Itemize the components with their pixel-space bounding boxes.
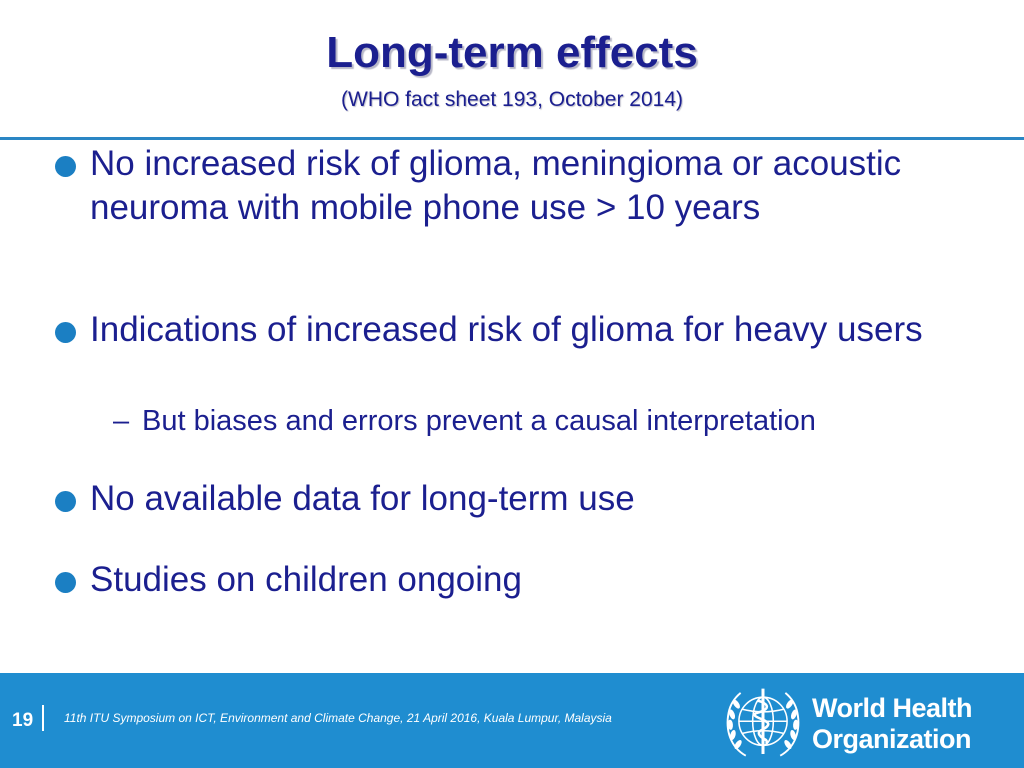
bullet-dot-icon: [55, 322, 76, 343]
bullet-dot-icon: [55, 572, 76, 593]
footer-separator: [42, 705, 44, 731]
who-emblem-icon: [720, 680, 806, 766]
slide-subtitle: (WHO fact sheet 193, October 2014): [341, 88, 683, 111]
bullet-text: No available data for long-term use: [90, 479, 635, 518]
who-organization-name: [812, 693, 1012, 755]
sub-bullet-dash: –: [113, 405, 130, 437]
bullet-text: Indications of increased risk of glioma for heavy users: [90, 310, 923, 349]
org-name-line2: Organization: [812, 724, 972, 754]
slide-title: Long-term effects: [326, 28, 698, 77]
header-divider: [0, 137, 1024, 140]
bullet-dot-icon: [55, 156, 76, 177]
bullet-dot-icon: [55, 491, 76, 512]
slide-header: [0, 0, 1024, 136]
page-number: 19: [12, 710, 34, 731]
bullet-text: No increased risk of glioma, meningioma or acoustic neuroma with mobile phone use > 10 years: [90, 144, 902, 227]
sub-bullet-text: But biases and errors prevent a causal interpretation: [142, 405, 816, 437]
slide-footer: [0, 673, 1024, 768]
bullet-text: Studies on children ongoing: [90, 560, 522, 599]
org-name-line1: World Health: [812, 693, 973, 723]
footer-event-text: 11th ITU Symposium on ICT, Environment and Climate Change, 21 April 2016, Kuala Lumpur, Malaysia: [64, 711, 612, 725]
